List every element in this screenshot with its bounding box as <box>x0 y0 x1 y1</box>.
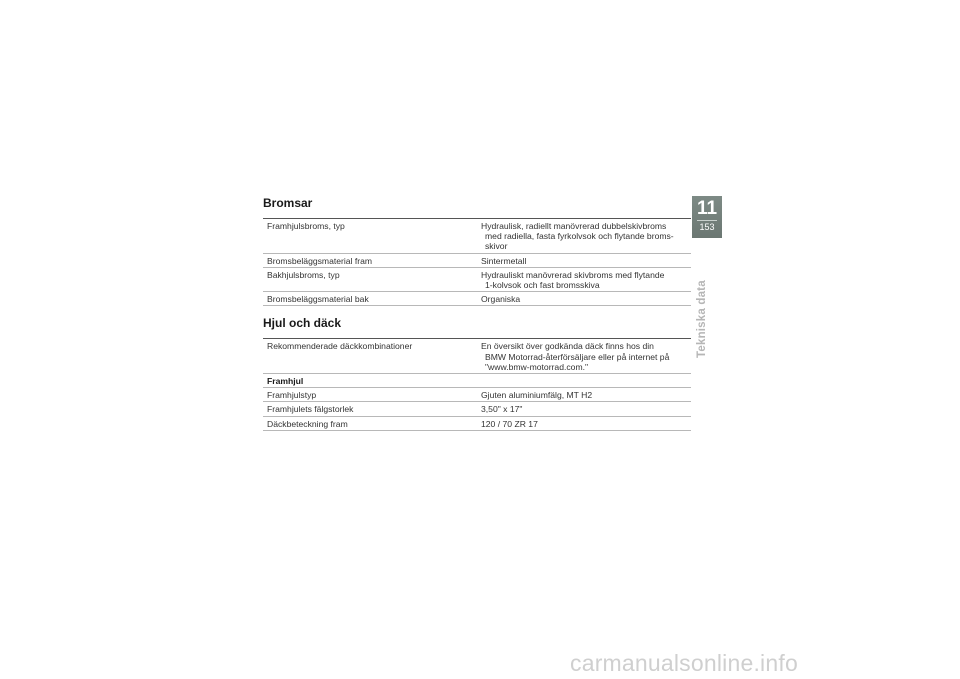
chapter-number: 11 <box>696 198 718 219</box>
spec-value-line: 3,50" x 17" <box>481 404 523 415</box>
section-wheels-tires <box>263 316 691 430</box>
spec-value <box>477 253 691 267</box>
spec-value-line: 1-kolvsok och fast bromsskiva <box>485 280 600 291</box>
spec-label: Framhjulstyp <box>263 388 477 402</box>
spec-value <box>477 416 691 430</box>
page-number: 153 <box>699 222 715 232</box>
spec-label: Framhjulsbroms, typ <box>263 219 477 254</box>
spec-label: Bakhjulsbroms, typ <box>263 267 477 291</box>
table-row <box>263 339 691 374</box>
section-title-wheels: Hjul och däck <box>263 316 342 331</box>
spec-label: Bromsbeläggsmaterial bak <box>263 292 477 306</box>
spec-value <box>477 267 691 291</box>
table-row <box>263 388 691 402</box>
spec-value-line: Organiska <box>481 294 521 305</box>
table-row <box>263 267 691 291</box>
spec-value <box>477 219 691 254</box>
table-row <box>263 416 691 430</box>
spec-value-line: Gjuten aluminiumfälg, MT H2 <box>481 390 593 401</box>
table-row-subheading <box>263 374 691 388</box>
spec-value-line: skivor <box>485 241 508 252</box>
wheels-table <box>263 338 691 430</box>
spec-label: Framhjulets fälgstorlek <box>263 402 477 416</box>
spec-value-line: "www.bmw-motorrad.com." <box>485 361 589 372</box>
table-row <box>263 219 691 254</box>
spec-value-line: Hydrauliskt manövrerad skivbroms med flytande <box>481 269 665 280</box>
chapter-tab <box>692 196 722 238</box>
spec-value <box>477 388 691 402</box>
table-row <box>263 292 691 306</box>
brakes-table <box>263 218 691 306</box>
spec-value <box>477 292 691 306</box>
section-brakes <box>263 196 691 306</box>
table-row <box>263 402 691 416</box>
spec-content <box>263 196 691 431</box>
spec-label: Bromsbeläggsmaterial fram <box>263 253 477 267</box>
spec-value <box>477 339 691 374</box>
watermark: carmanualsonline.info <box>570 650 798 676</box>
spec-value-line: 120 / 70 ZR 17 <box>481 418 538 429</box>
spec-value-line: Sintermetall <box>481 255 527 266</box>
spec-value-line: med radiella, fasta fyrkolvsok och flytande broms- <box>485 231 674 242</box>
chapter-side-label: Tekniska data <box>696 280 708 358</box>
spec-value-line: BMW Motorrad-återförsäljare eller på internet på <box>485 351 670 362</box>
spec-value-line: En översikt över godkända däck finns hos din <box>481 341 654 352</box>
section-title-brakes: Bromsar <box>263 196 313 210</box>
subheading-front-wheel: Framhjul <box>263 374 691 388</box>
table-row <box>263 253 691 267</box>
spec-value-line: Hydraulisk, radiellt manövrerad dubbelskivbroms <box>481 221 667 231</box>
spec-value <box>477 402 691 416</box>
spec-label: Däckbeteckning fram <box>263 416 477 430</box>
spec-label: Rekommenderade däckkombinationer <box>263 339 477 374</box>
